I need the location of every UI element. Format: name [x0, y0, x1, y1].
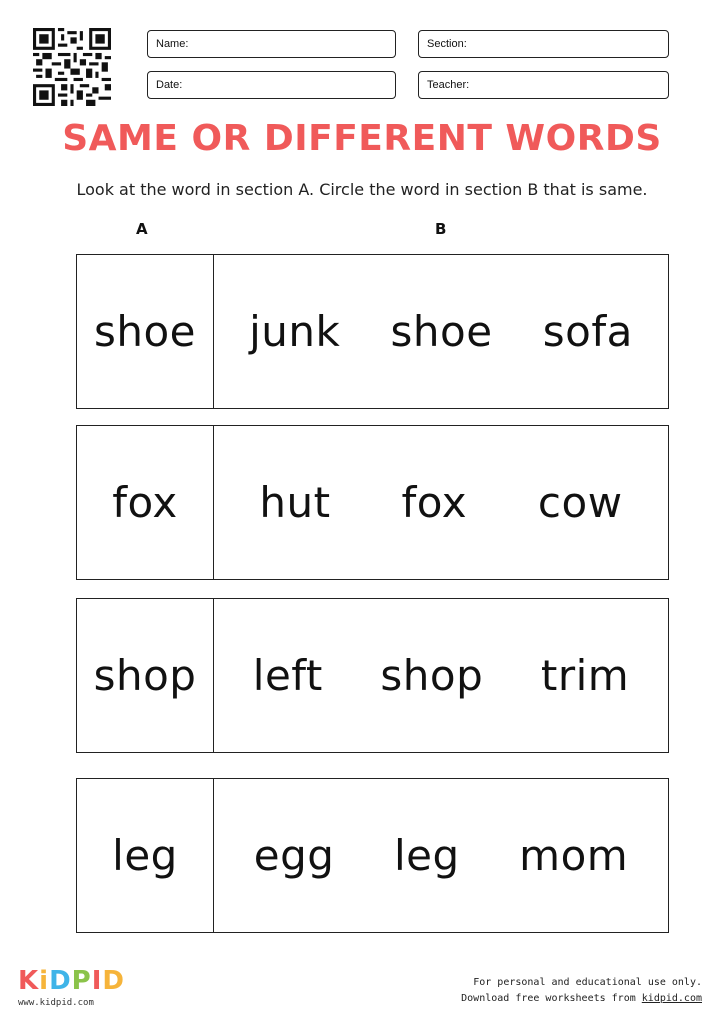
word-row — [76, 598, 669, 753]
section-label: Section: — [427, 38, 467, 50]
choice-word[interactable]: fox — [401, 478, 468, 527]
word-row — [76, 254, 669, 409]
logo-letter: P — [71, 966, 92, 996]
section-b-cell — [214, 599, 668, 752]
column-header-b: B — [435, 220, 447, 238]
choice-word[interactable]: junk — [249, 307, 341, 356]
name-label: Name: — [156, 38, 189, 50]
logo-letter: i — [39, 966, 50, 996]
choice-word[interactable]: cow — [537, 478, 623, 527]
section-field[interactable] — [418, 30, 669, 58]
choice-word[interactable]: egg — [253, 831, 335, 880]
section-b-cell — [214, 779, 668, 932]
section-a-cell — [77, 779, 214, 932]
instruction-text: Look at the word in section A. Circle the word in section B that is same. — [76, 180, 648, 199]
brand-url: www.kidpid.com — [18, 998, 94, 1008]
page-title: SAME OR DIFFERENT WORDS — [62, 118, 662, 159]
choice-word[interactable]: leg — [393, 831, 460, 880]
section-b-cell — [214, 255, 668, 408]
target-word: shop — [93, 651, 197, 700]
choice-word[interactable]: hut — [259, 478, 331, 527]
logo-letter: D — [102, 966, 126, 996]
footer-line-2-prefix: Download free worksheets from — [461, 993, 636, 1004]
footer-line-1: For personal and educational use only. — [473, 977, 702, 988]
word-row — [76, 778, 669, 933]
choice-word[interactable]: shop — [380, 651, 484, 700]
logo-letter: D — [49, 966, 72, 996]
name-field[interactable] — [147, 30, 396, 58]
choice-word[interactable]: sofa — [542, 307, 633, 356]
footer-link[interactable]: kidpid.com — [641, 993, 702, 1004]
section-a-cell — [77, 599, 214, 752]
choice-word[interactable]: shoe — [390, 307, 493, 356]
target-word: leg — [112, 831, 178, 880]
target-word: fox — [112, 478, 178, 527]
date-label: Date: — [156, 79, 183, 91]
footer-line-2 — [461, 991, 702, 1007]
section-a-cell — [77, 255, 214, 408]
teacher-label: Teacher: — [427, 79, 470, 91]
section-b-cell — [214, 426, 668, 579]
logo-letter: K — [18, 966, 40, 996]
target-word: shoe — [93, 307, 197, 356]
date-field[interactable] — [147, 71, 396, 99]
teacher-field[interactable] — [418, 71, 669, 99]
word-row — [76, 425, 669, 580]
column-header-a: A — [136, 220, 148, 238]
choice-word[interactable]: trim — [540, 651, 630, 700]
logo-letter: I — [91, 966, 103, 996]
kidpid-logo — [18, 966, 125, 996]
choice-word[interactable]: left — [252, 651, 323, 700]
qr-code-icon — [33, 28, 111, 106]
choice-word[interactable]: mom — [519, 831, 629, 880]
section-a-cell — [77, 426, 214, 579]
footer-note — [461, 975, 702, 1007]
